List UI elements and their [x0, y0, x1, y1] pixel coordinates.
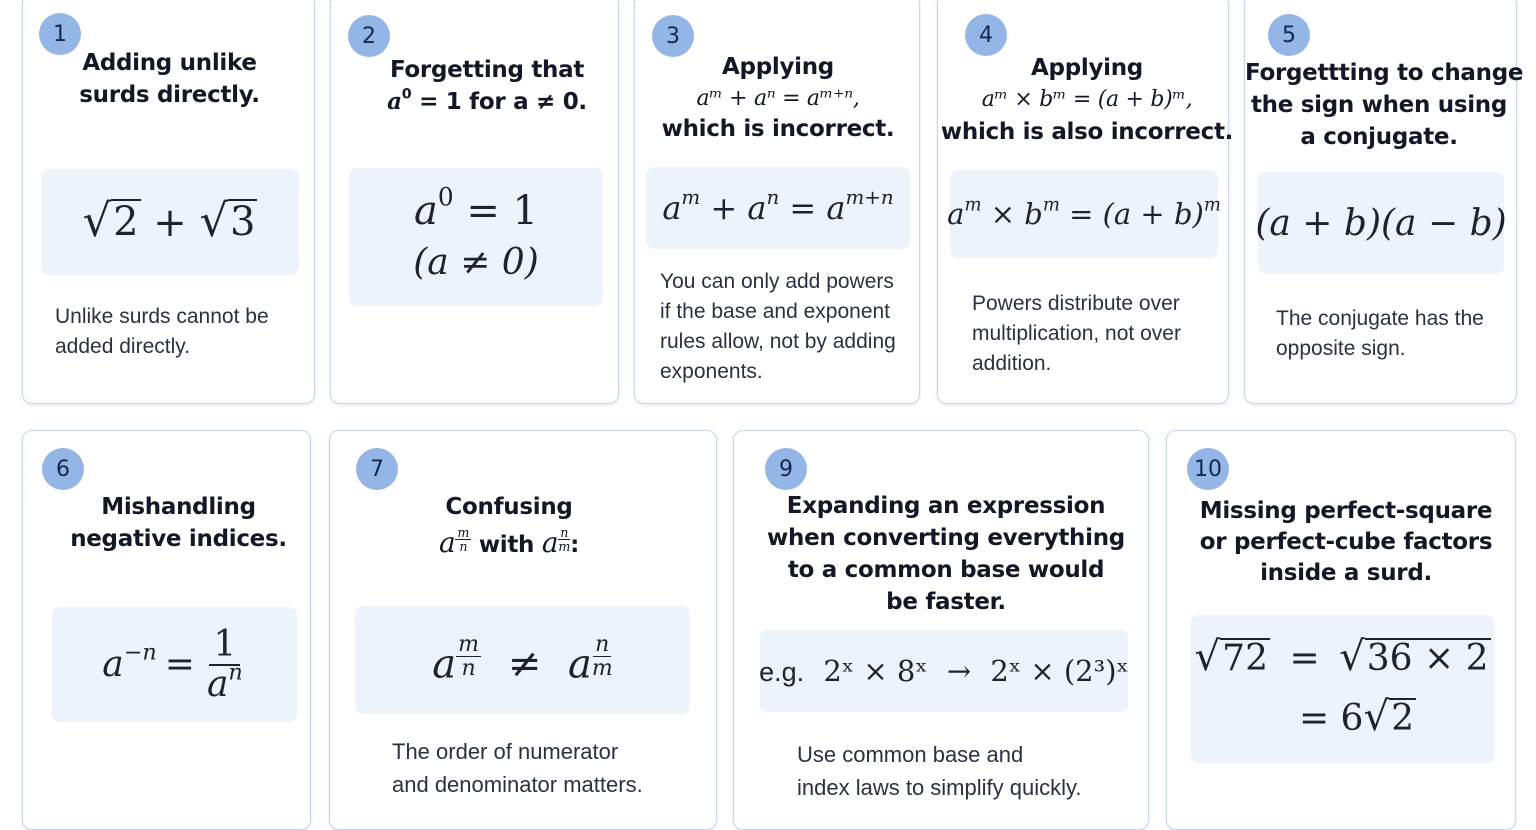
card-title: Applying aᵐ × bᵐ = (a + b)ᵐ, which is also incorrect.: [938, 52, 1236, 148]
card-description: You can only add powers if the base and exponent rules allow, not by adding exponents.: [660, 270, 896, 383]
card-title-line: surds directly.: [79, 82, 260, 108]
card-6: [22, 430, 311, 830]
card-3: [634, 0, 920, 404]
formula: √ 2 + √ 3: [82, 193, 256, 247]
card-5: [1244, 0, 1524, 404]
formula: $a^0 = 1$ (a ≠ 0): [413, 182, 539, 283]
card-description: The conjugate has the opposite sign.: [1276, 307, 1484, 360]
formula-box: [646, 167, 910, 249]
card-number-badge: 10: [1187, 448, 1229, 490]
title-math: a $\frac{m}{n}$ with a $\frac{n}{m}$ :: [439, 524, 579, 559]
formula: √ 72 = √ 36 × 2 = 6 √ 2: [1194, 633, 1489, 740]
card-title: Mishandling negative indices.: [70, 494, 287, 552]
formula-box: [41, 169, 299, 275]
card-1: [22, 0, 315, 404]
card-description: Use common base and index laws to simplify quickly.: [797, 742, 1082, 800]
card-description: Unlike surds cannot be added directly.: [55, 305, 269, 358]
formula-box: [52, 607, 297, 722]
card-number-badge: 1: [39, 13, 81, 55]
card-description: Powers distribute over multiplication, not over addition.: [972, 292, 1181, 375]
card-number-badge: 2: [348, 15, 390, 57]
formula-box: [947, 170, 1221, 258]
formula: a $\frac{m}{n}$ ≠ a $\frac{n}{m}$: [432, 631, 613, 688]
card-number-badge: 4: [965, 14, 1007, 56]
formula: e.g. 2ˣ × 8ˣ → 2ˣ × (2³)ˣ: [759, 654, 1129, 688]
formula: $a^{-n}$ = $\frac{1}{a^n}$: [102, 623, 243, 705]
card-number-badge: 3: [652, 15, 694, 57]
formula: $a^m \times b^m = (a + b)^m$: [947, 194, 1221, 231]
card-7: [329, 430, 717, 830]
card-title-line: Adding unlike: [82, 50, 257, 76]
card-title: Applying aᵐ + aⁿ = aᵐ⁺ⁿ, which is incorrect.: [635, 52, 921, 145]
card-number-badge: 5: [1268, 14, 1310, 56]
title-math: aᵐ + aⁿ = aᵐ⁺ⁿ,: [696, 86, 860, 111]
card-2: [330, 0, 619, 404]
formula-box: [760, 630, 1128, 712]
formula-box: [1255, 172, 1507, 274]
card-description: The order of numerator and denominator matters.: [392, 739, 643, 797]
card-10: [1166, 430, 1516, 830]
title-math: $a^0 = 1$ for a ≠ 0.: [387, 86, 587, 115]
formula-box: [355, 606, 690, 714]
card-4: [937, 0, 1234, 404]
formula: (a + b)(a − b): [1255, 202, 1507, 244]
card-number-badge: 7: [356, 448, 398, 490]
card-title: Forgettting to change the sign when using a conjugate.: [1245, 60, 1524, 150]
formula: $a^m + a^n = a^{m+n}$: [662, 186, 894, 227]
card-9: [733, 430, 1149, 830]
card-number-badge: 9: [765, 448, 807, 490]
title-math: aᵐ × bᵐ = (a + b)ᵐ,: [981, 87, 1193, 112]
card-title: Forgetting that $a^0 = 1$ for a ≠ 0.: [331, 54, 643, 118]
formula-box: [349, 168, 603, 306]
card-number-badge: 6: [42, 448, 84, 490]
formula-box: [1191, 615, 1494, 763]
card-title: Confusing a $\frac{m}{n}$ with a $\frac{n}{m}$ :: [330, 489, 688, 563]
card-title: Expanding an expression when converting everything to a common base would be faster.: [767, 493, 1125, 615]
card-title: Missing perfect-square or perfect-cube factors inside a surd.: [1199, 498, 1493, 586]
card-title: [23, 47, 316, 111]
